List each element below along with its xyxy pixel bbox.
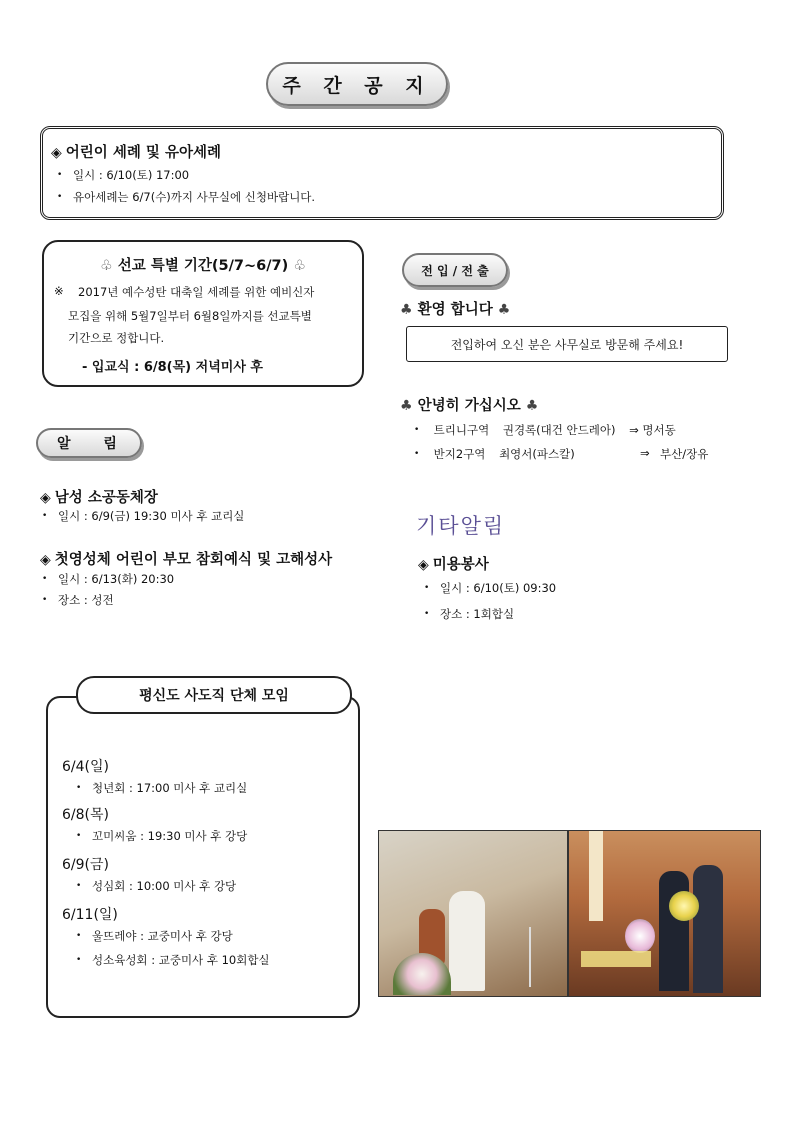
etc-heading: ◈ 미용봉사 (418, 557, 489, 573)
diamond-icon: ◈ (40, 490, 51, 506)
bullet-icon: • (42, 574, 48, 584)
etc-title: 기타알림 (416, 514, 506, 538)
group-date: 6/9(금) (62, 857, 109, 873)
list-item: • 일시 : 6/10(토) 17:00 (57, 168, 190, 182)
club-icon: ♣ (497, 302, 511, 318)
bullet-icon: • (42, 511, 48, 521)
diamond-icon: ◈ (51, 145, 62, 161)
farewell-heading: ♣ 안녕히 가십시오 ♣ (400, 398, 539, 414)
list-item: • 장소 : 1회합실 (424, 607, 515, 621)
groups-title: 평신도 사도직 단체 모임 (76, 676, 352, 714)
group-date: 6/4(일) (62, 759, 109, 775)
list-item: • 울뜨레야 : 교중미사 후 강당 (76, 929, 233, 943)
list-item: • 유아세례는 6/7(수)까지 사무실에 신청바랍니다. (57, 190, 316, 204)
bullet-icon: • (76, 955, 82, 965)
mission-heading: ♧ 선교 특별 기간(5/7~6/7) ♧ (100, 258, 306, 274)
farewell-row: • 트리니구역 권경록(대건 안드레아) ⇒ 명서동 (414, 423, 676, 437)
welcome-heading: ♣ 환영 합니다 ♣ (400, 302, 511, 318)
mission-entry: - 입교식 : 6/8(목) 저녁미사 후 (82, 360, 263, 375)
bullet-icon: • (424, 609, 430, 619)
list-item: • 일시 : 6/10(토) 09:30 (424, 581, 557, 595)
mission-note-mark: ※ (54, 284, 64, 298)
group-date: 6/8(목) (62, 807, 109, 823)
list-item: • 일시 : 6/13(화) 20:30 (42, 572, 175, 586)
photo-welcome (568, 830, 761, 997)
diamond-icon: ◈ (418, 557, 429, 573)
notice-heading: ◈ 첫영성체 어린이 부모 참회예식 및 고해성사 (40, 552, 333, 568)
baptism-box (40, 126, 724, 220)
group-date: 6/11(일) (62, 907, 118, 923)
bullet-icon: • (414, 449, 420, 459)
club-icon: ♣ (400, 398, 413, 414)
baptism-heading: ◈ 어린이 세례 및 유아세례 (51, 145, 221, 161)
bullet-icon: • (76, 931, 82, 941)
bullet-icon: • (414, 425, 420, 435)
notice-heading: ◈ 남성 소공동체장 (40, 490, 158, 506)
bullet-icon: • (76, 881, 82, 891)
club-icon: ♧ (293, 258, 306, 274)
list-item: • 성소육성회 : 교중미사 후 10회합실 (76, 953, 270, 967)
list-item: • 일시 : 6/9(금) 19:30 미사 후 교리실 (42, 509, 245, 523)
welcome-box: 전입하여 오신 분은 사무실로 방문해 주세요! (406, 326, 728, 362)
groups-box (46, 696, 360, 1018)
bullet-icon: • (424, 583, 430, 593)
club-icon: ♧ (100, 258, 113, 274)
club-icon: ♣ (400, 302, 413, 318)
mission-box (42, 240, 364, 387)
photo-baptism (378, 830, 568, 997)
diamond-icon: ◈ (40, 552, 51, 568)
mission-note: 2017년 예수성탄 대축일 세례를 위한 예비신자 (78, 285, 315, 299)
page-title: 주 간 공 지 (266, 62, 448, 106)
mission-note: 기간으로 정합니다. (68, 331, 165, 345)
transfer-pill: 전 입 / 전 출 (402, 253, 508, 287)
list-item: • 꼬미씨움 : 19:30 미사 후 강당 (76, 829, 248, 843)
list-item: • 청년회 : 17:00 미사 후 교리실 (76, 781, 248, 795)
list-item: • 성심회 : 10:00 미사 후 강당 (76, 879, 237, 893)
bullet-icon: • (76, 783, 82, 793)
mission-note: 모집을 위해 5월7일부터 6월8일까지를 선교특별 (68, 309, 312, 323)
farewell-row: • 반지2구역 최영서(파스칼) ⇒ 부산/장유 (414, 446, 709, 461)
club-icon: ♣ (525, 398, 539, 414)
bullet-icon: • (42, 595, 48, 605)
notice-pill: 알 림 (36, 428, 142, 458)
list-item: • 장소 : 성전 (42, 593, 114, 607)
bullet-icon: • (57, 170, 63, 180)
bullet-icon: • (57, 192, 63, 202)
bullet-icon: • (76, 831, 82, 841)
